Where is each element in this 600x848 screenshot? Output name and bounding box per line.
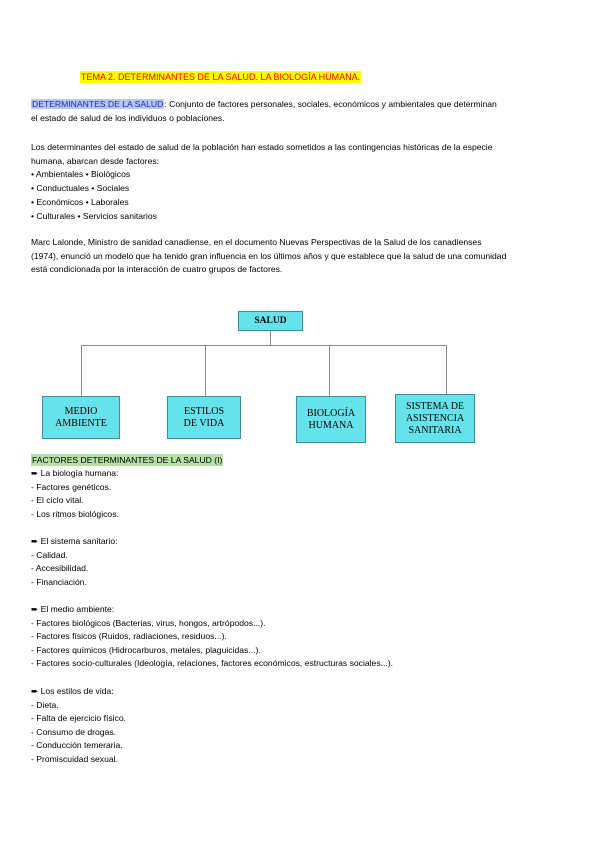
- factors-heading: FACTORES DETERMINANTES DE LA SALUD (I): [32, 455, 223, 465]
- section-heading: ➨ El sistema sanitario:: [31, 536, 118, 546]
- paragraph-line: Los determinantes del estado de salud de la población han estado sometidos a las contingencias históricas de la especie: [31, 142, 493, 152]
- node-line: HUMANA: [308, 419, 354, 431]
- list-item: - Falta de ejercicio físico.: [31, 713, 127, 724]
- paragraph-line: • Conductuales • Sociales: [31, 183, 130, 194]
- diagram-root-salud: SALUD: [238, 311, 303, 331]
- section-heading: ➨ El medio ambiente:: [31, 604, 115, 614]
- paragraph-line: • Económicos • Laborales: [31, 196, 129, 207]
- paragraph-line: (1974), enunció un modelo que ha tenido gran influencia en los últimos años y que establece que la salud de una comunidad: [31, 250, 507, 261]
- section-medio-ambiente: [31, 603, 571, 671]
- diagram-node-biologia-humana: [296, 396, 366, 443]
- list-item: - Factores biológicos (Bacterias, virus, hongos, artrópodos...).: [31, 617, 266, 628]
- diagram-node-estilos-de-vida: [167, 396, 241, 439]
- definition-text-1: Conjunto de factores personales, sociales, económicos y ambientales que determinan: [166, 99, 497, 109]
- connector-line: [270, 331, 271, 345]
- node-line: DE VIDA: [183, 417, 225, 429]
- list-item: - Accesibilidad.: [31, 563, 89, 574]
- node-line: ESTILOS: [184, 405, 224, 417]
- node-line: SISTEMA DE: [405, 400, 465, 412]
- list-item: - Promiscuidad sexual.: [31, 753, 118, 764]
- list-item: - Conducción temeraria.: [31, 740, 123, 751]
- definition-term: DETERMINANTES DE LA SALUD: [32, 99, 164, 109]
- node-line: SANITARIA: [408, 424, 462, 436]
- paragraph-line: • Culturales • Servicios sanitarios: [31, 210, 157, 221]
- list-item: - Financiación.: [31, 576, 87, 587]
- section-estilos-de-vida: [31, 685, 571, 767]
- definition-colon: :: [164, 99, 167, 109]
- list-item: - Factores socio-culturales (Ideología, relaciones, factores económicos, estructuras sociales...).: [31, 658, 394, 669]
- connector-line: [81, 345, 447, 346]
- node-line: MEDIO: [64, 405, 98, 417]
- diagram-node-sistema-asistencia: [395, 394, 475, 443]
- connector-line: [81, 345, 82, 396]
- node-line: BIOLOGÍA: [306, 407, 356, 419]
- list-item: - El ciclo vital.: [31, 495, 84, 506]
- connector-line: [446, 345, 447, 396]
- list-item: - Consumo de drogas.: [31, 726, 117, 737]
- node-line: AMBIENTE: [55, 417, 107, 429]
- document-title: TEMA 2. DETERMINANTES DE LA SALUD. LA BIOLOGÍA HUMANA.: [81, 72, 361, 82]
- list-item: - Los ritmos biológicos.: [31, 508, 119, 519]
- paragraph-line: Marc Lalonde, Ministro de sanidad canadiense, en el documento Nuevas Perspectivas de la Salud de los canadienses: [31, 237, 482, 247]
- section-heading: ➨ La biología humana:: [31, 468, 119, 478]
- paragraph-lalonde: [31, 236, 576, 277]
- node-line: ASISTENCIA: [405, 412, 465, 424]
- definition-text-2: el estado de salud de los individuos o poblaciones.: [31, 112, 225, 123]
- paragraph-line: • Ambientales • Biológicos: [31, 169, 131, 180]
- diagram-node-medio-ambiente: [42, 396, 120, 439]
- connector-line: [329, 345, 330, 396]
- connector-line: [205, 345, 206, 396]
- paragraph-line: humana, abarcan desde factores:: [31, 155, 160, 166]
- list-item: - Calidad.: [31, 549, 68, 560]
- section-heading: ➨ Los estilos de vida:: [31, 686, 114, 696]
- definition-paragraph: [31, 98, 576, 125]
- list-item: - Factores químicos (Hidrocarburos, metales, plaguicidas...).: [31, 644, 261, 655]
- section-biologia-humana: [31, 467, 571, 521]
- list-item: - Factores físicos (Ruidos, radiaciones, residuos...).: [31, 631, 227, 642]
- section-sistema-sanitario: [31, 535, 571, 589]
- list-item: - Factores genéticos.: [31, 481, 112, 492]
- paragraph-determinants: [31, 141, 576, 223]
- list-item: - Dieta.: [31, 699, 59, 710]
- paragraph-line: está condicionada por la interacción de cuatro grupos de factores.: [31, 264, 283, 275]
